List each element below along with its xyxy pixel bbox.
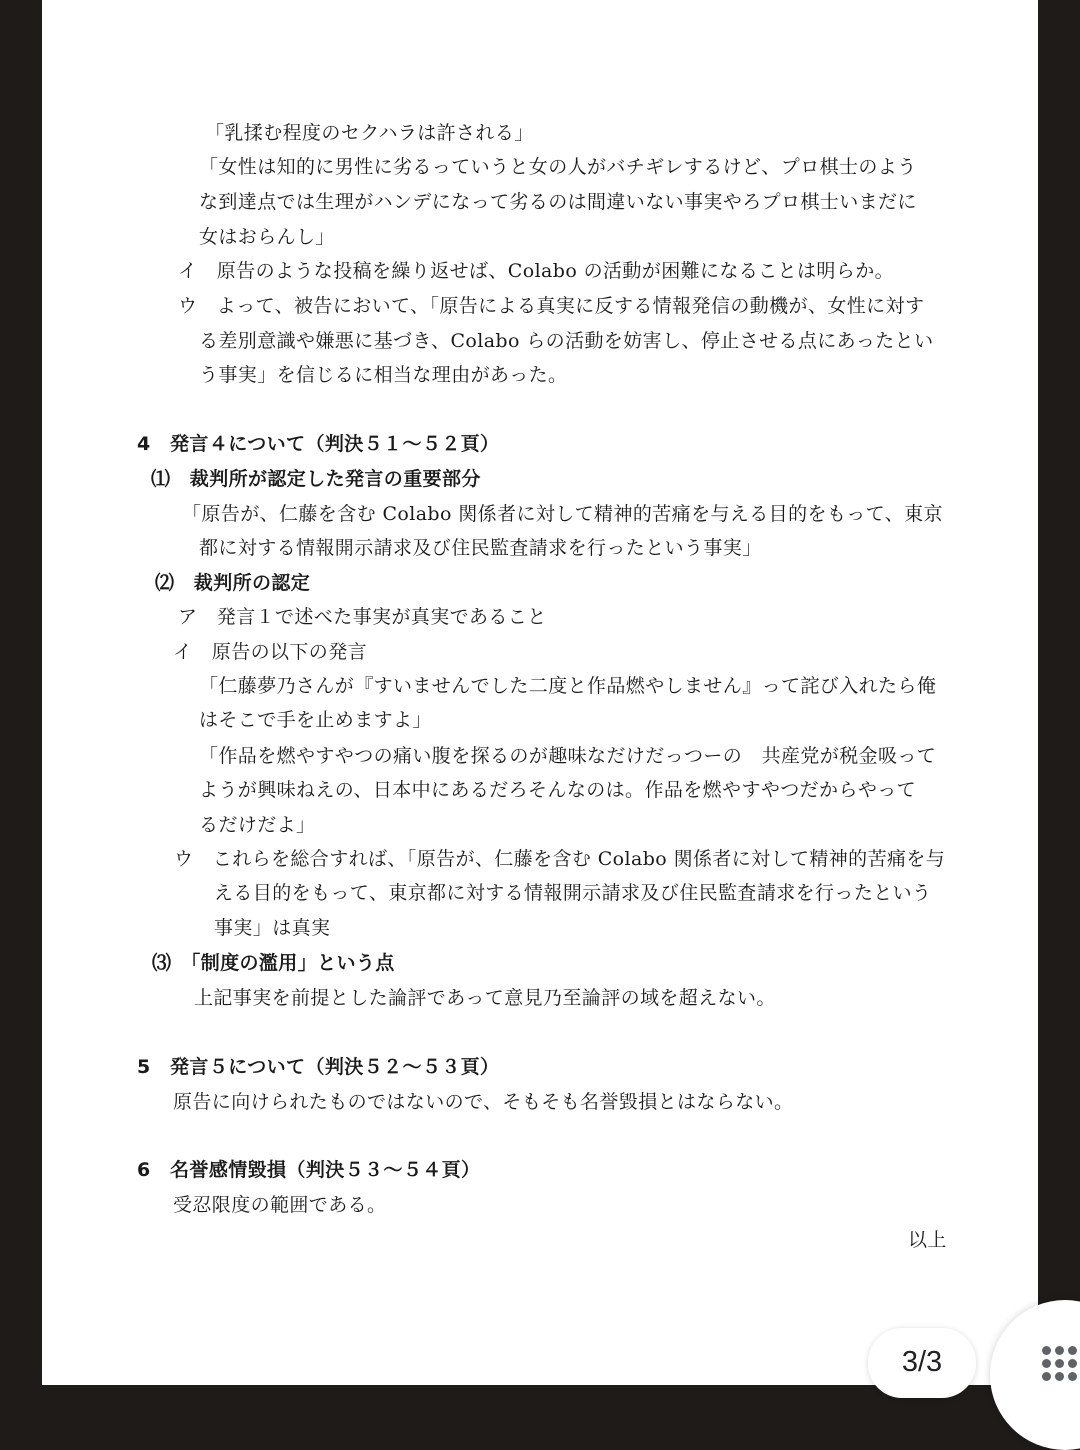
item-line: ウ よって、被告において、「原告による真実に反する情報発信の動機が、女性に対す (178, 295, 925, 317)
quote-line: はそこで手を止めますよ」 (199, 709, 432, 731)
subsection-heading: ⑴ 裁判所が認定した発言の重要部分 (151, 468, 481, 490)
page-indicator (868, 1328, 976, 1398)
quote-line: 「女性は知的に男性に劣るっていうと女の人がバチギレするけど、プロ棋士のよう (199, 156, 917, 178)
quote-line: 「原告が、仁藤を含む Colabo 関係者に対して精神的苦痛を与える目的をもって、東京 (182, 503, 943, 525)
quote-line: な到達点では生理がハンデになって劣るのは間違いない事実やろプロ棋士いまだに (199, 191, 917, 213)
quote-line: 都に対する情報開示請求及び住民監査請求を行ったという事実」 (199, 537, 762, 559)
body-line: 上記事実を前提とした論評であって意見乃至論評の域を超えない。 (194, 987, 776, 1009)
quote-line: 「乳揉む程度のセクハラは許される」 (205, 122, 534, 144)
section-heading-6: 6 名誉感情毀損（判決５３～５４頁） (137, 1159, 481, 1181)
item-line: る差別意識や嫌悪に基づき、Colabo らの活動を妨害し、停止させる点にあったとい (199, 330, 934, 352)
item-line: える目的をもって、東京都に対する情報開示請求及び住民監査請求を行ったという (214, 882, 932, 904)
quote-line: 女はおらんし」 (199, 226, 335, 248)
section-heading-4: 4 発言４について（判決５１～５２頁） (137, 433, 500, 455)
subsection-heading: ⑵ 裁判所の認定 (155, 572, 311, 594)
quote-line: ようが興味ねえの、日本中にあるだろそんなのは。作品を燃やすやつだからやって (199, 779, 917, 801)
grid-dots-icon[interactable] (1042, 1346, 1078, 1385)
section-heading-5: 5 発言５について（判決５２～５３頁） (137, 1056, 500, 1078)
document-page (42, 0, 1038, 1385)
quote-line: 「仁藤夢乃さんが『すいませんでした二度と作品燃やしません』って詫び入れたら俺 (199, 675, 937, 697)
item-line: 事実」は真実 (214, 917, 331, 939)
page-indicator-text: 3/3 (901, 1346, 943, 1378)
item-line: ア 発言１で述べた事実が真実であること (178, 606, 547, 628)
quote-line: るだけだよ」 (199, 814, 316, 836)
body-line: 受忍限度の範囲である。 (173, 1194, 387, 1216)
quote-line: 「作品を燃やすやつの痛い腹を探るのが趣味なだけだっつーの 共産党が税金吸って (199, 745, 937, 767)
item-line: う事実」を信じるに相当な理由があった。 (199, 364, 568, 386)
item-line: ウ これらを総合すれば、「原告が、仁藤を含む Colabo 関係者に対して精神的苦痛を与 (174, 848, 946, 870)
item-line: イ 原告の以下の発言 (173, 641, 368, 663)
closing-text: 以上 (908, 1229, 947, 1251)
item-line: イ 原告のような投稿を繰り返せば、Colabo の活動が困難になることは明らか。 (178, 260, 895, 282)
body-line: 原告に向けられたものではないので、そもそも名誉毀損とはならない。 (173, 1091, 794, 1113)
subsection-heading: ⑶ 「制度の濫用」という点 (152, 952, 395, 974)
